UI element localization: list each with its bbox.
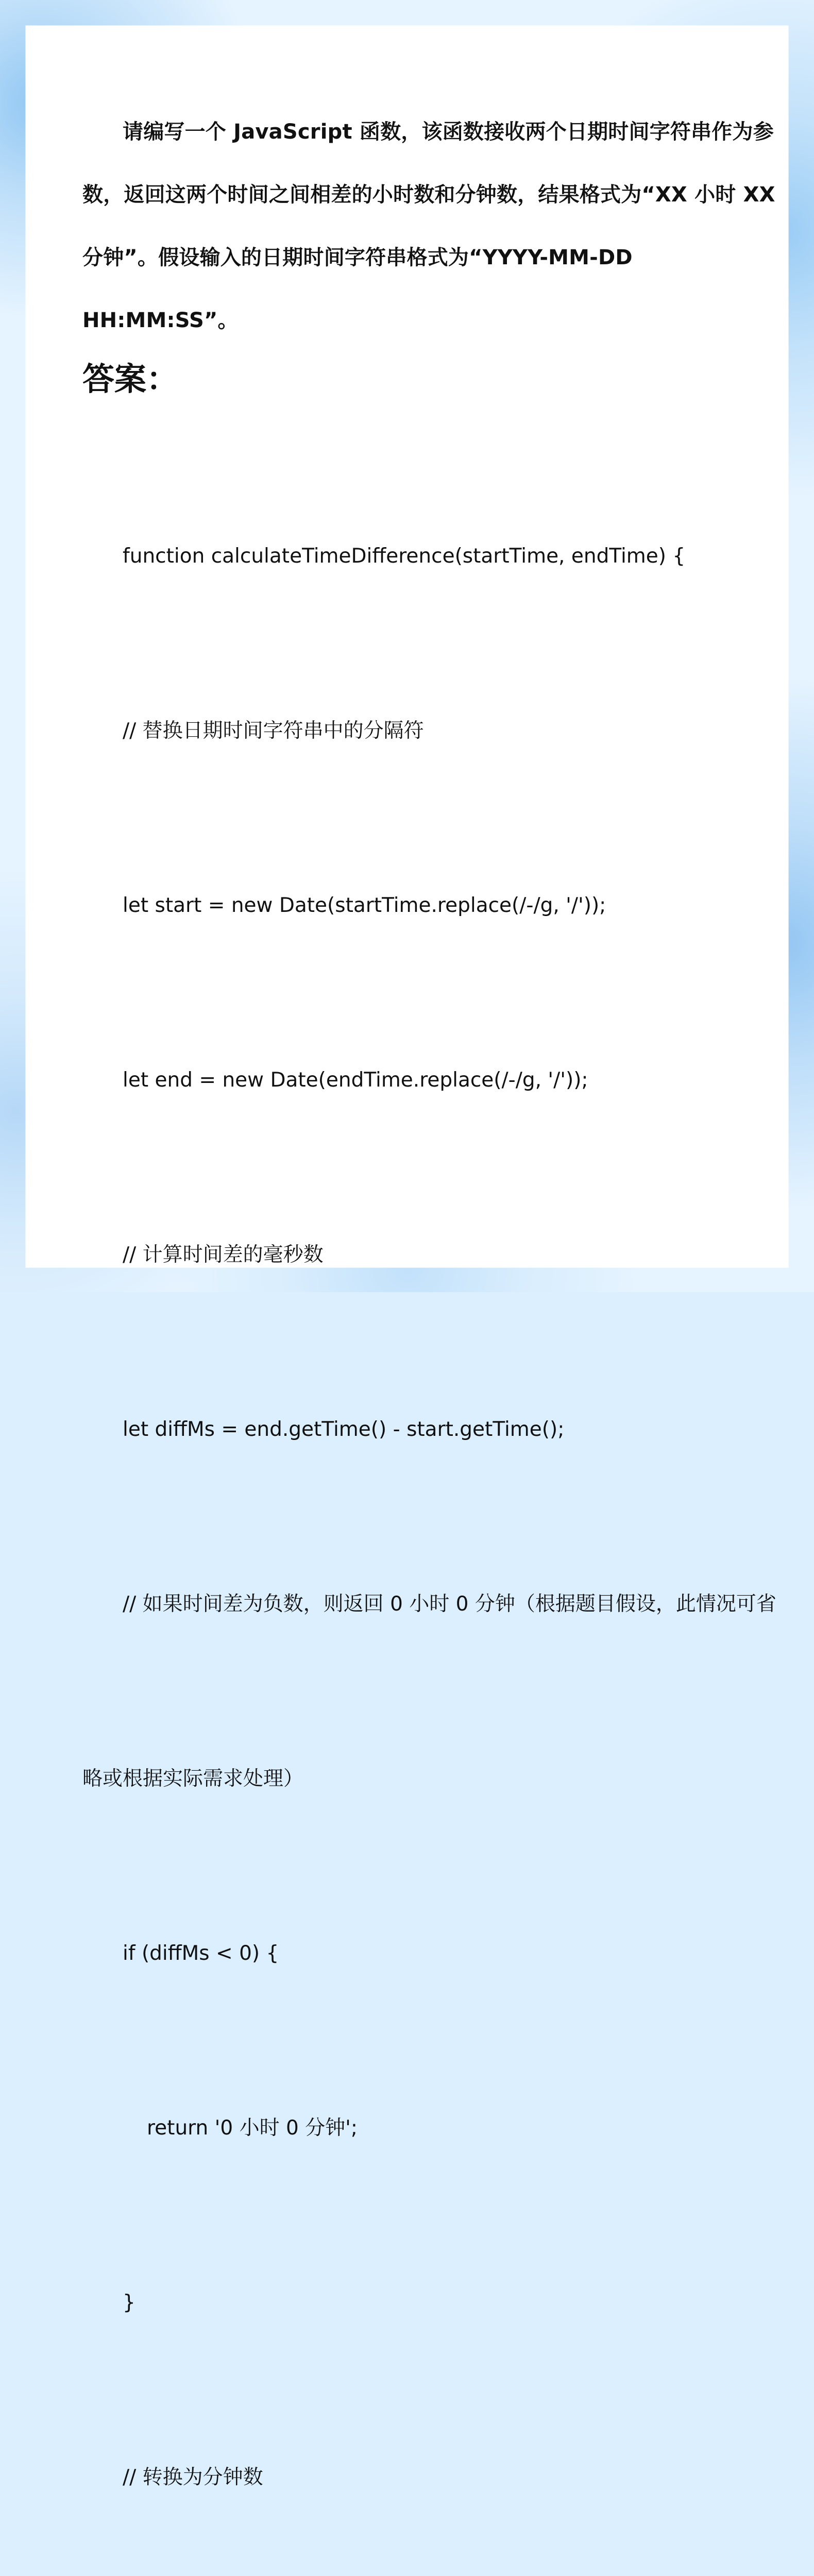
code-line: let start = new Date(startTime.replace(/-/g, '/')); <box>123 894 606 917</box>
code-line: function calculateTimeDifference(startTime, endTime) { <box>123 545 686 568</box>
code-line: // 替换日期时间字符串中的分隔符 <box>123 719 424 742</box>
answer-title: 答案： <box>82 360 179 398</box>
code-line: if (diffMs < 0) { <box>123 1942 279 1965</box>
code-line: let end = new Date(endTime.replace(/-/g, '/')); <box>123 1069 588 1092</box>
code-line: // 如果时间差为负数，则返回 0 小时 0 分钟（根据题目假设，此情况可省 <box>123 1592 776 1616</box>
code-line: let diffMs = end.getTime() - start.getTime(); <box>123 1418 565 1441</box>
question-paragraph: 请编写一个 JavaScript 函数，该函数接收两个日期时间字符串作为参数，返回这两个时间之间相差的小时数和分钟数，结果格式为“XX 小时 XX 分钟”。假设输入的日期时间字符串格式为“YYYY-MM-DD HH:MM:SS”。 <box>82 120 775 332</box>
code-line: // 转换为分钟数 <box>123 2466 263 2489</box>
code-line: } <box>123 2291 135 2314</box>
document-page <box>26 26 788 2489</box>
document-content <box>82 100 788 2576</box>
code-line: return '0 小时 0 分钟'; <box>147 2116 358 2140</box>
code-block <box>82 411 788 2576</box>
code-line: // 计算时间差的毫秒数 <box>123 1243 324 1266</box>
code-line-continuation: 略或根据实际需求处理） <box>82 1767 304 1790</box>
